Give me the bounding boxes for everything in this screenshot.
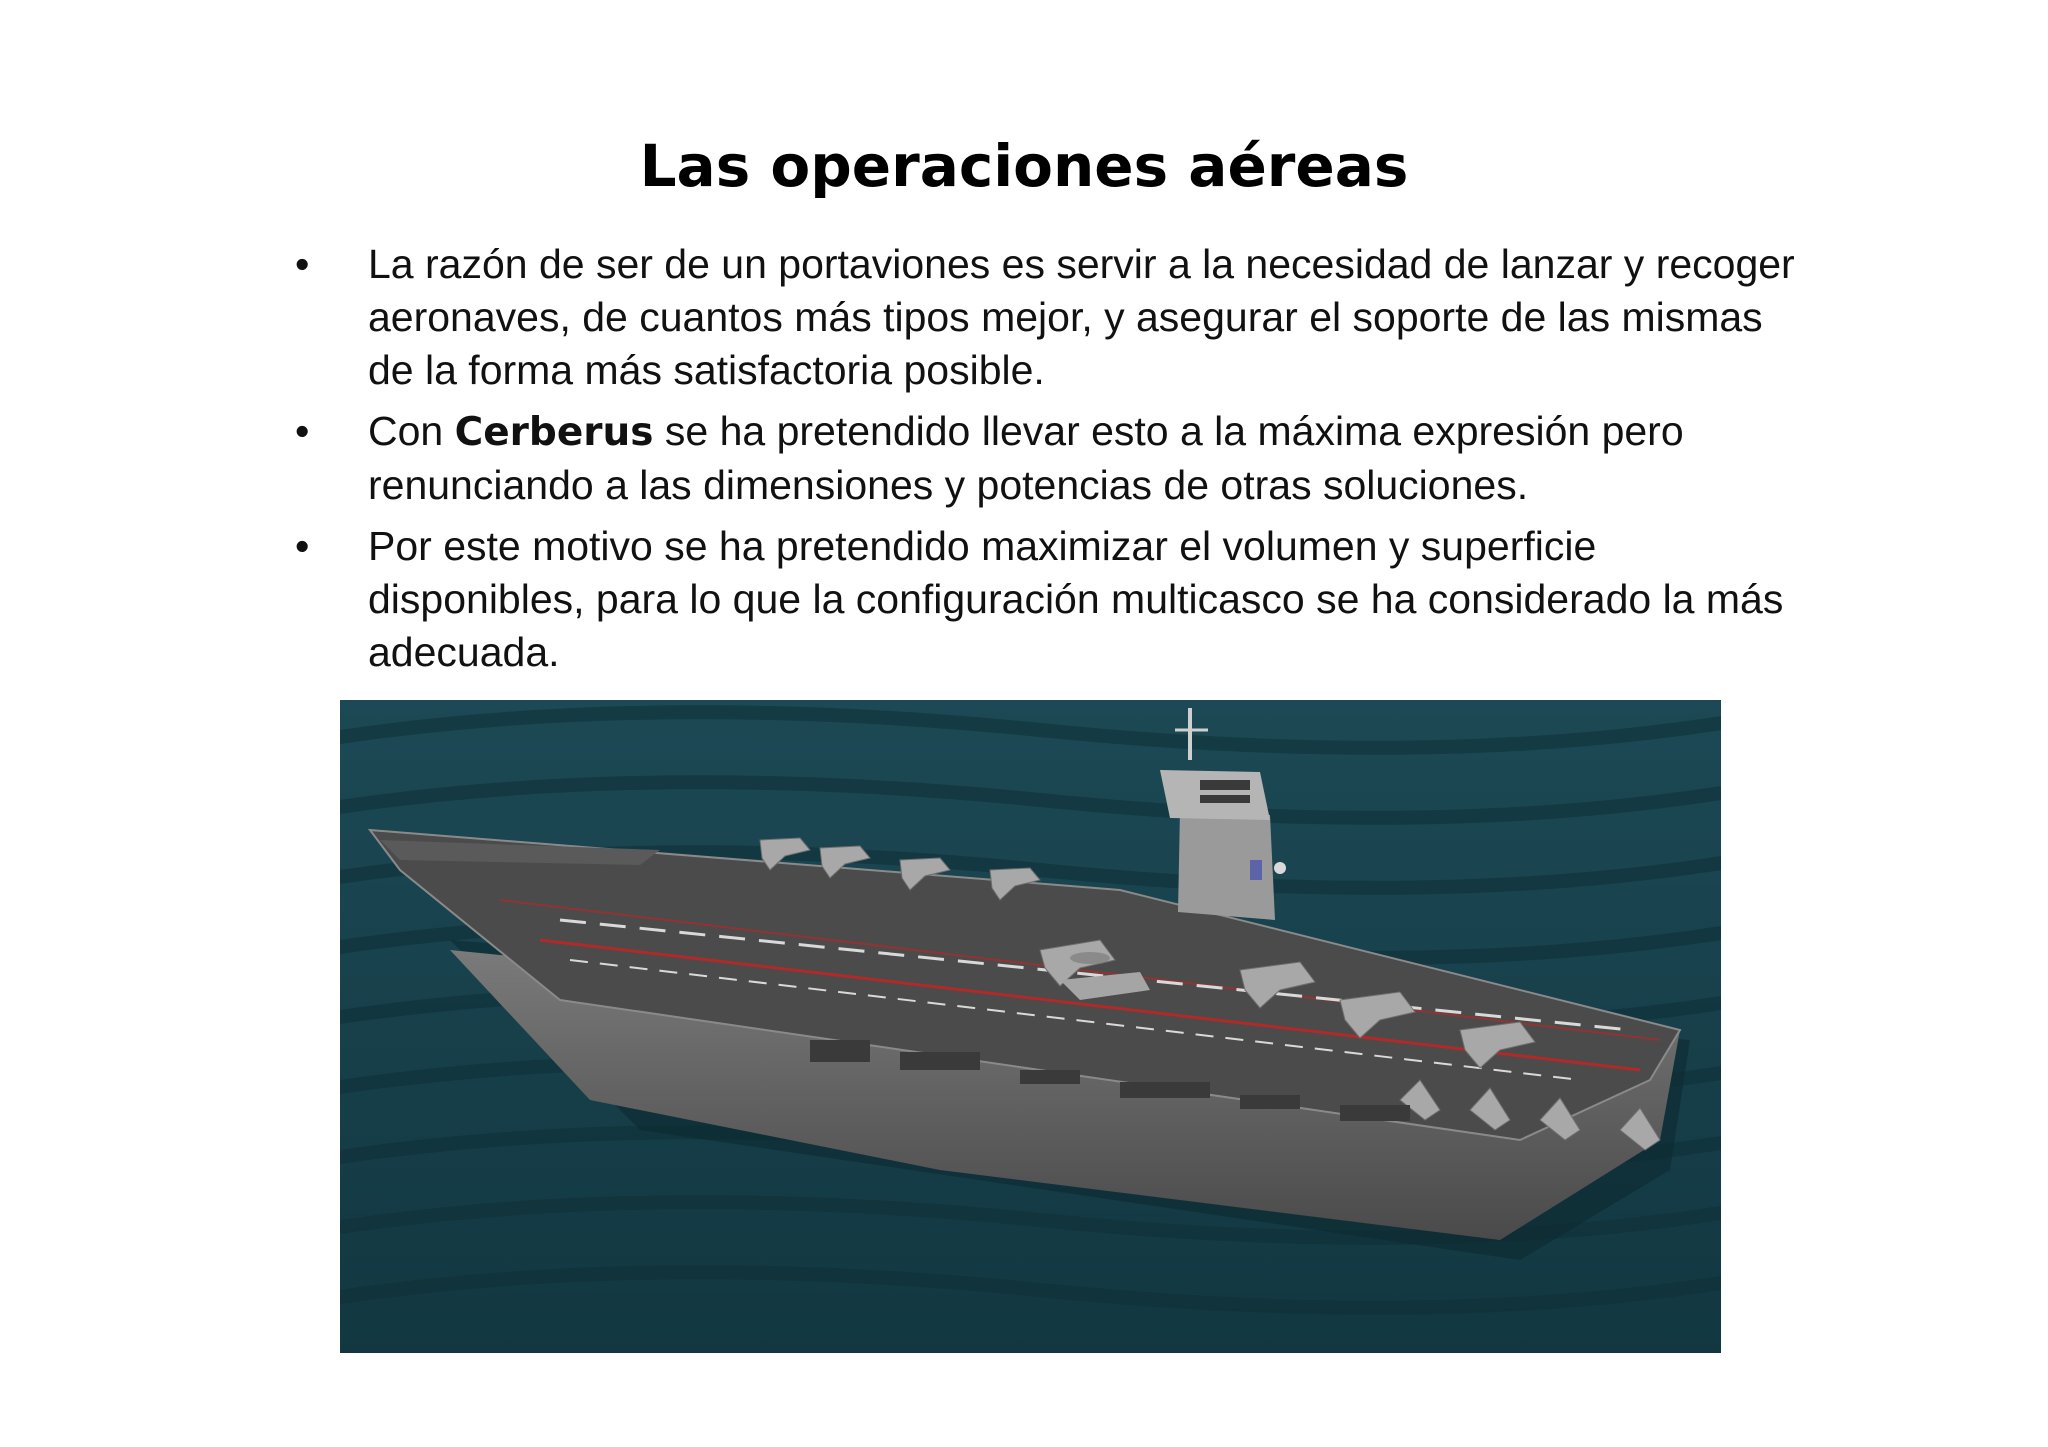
bullet-text: La razón de ser de un portaviones es servir a la necesidad de lanzar y recoger aeronaves, de cuantos más tipos mejor, y asegurar el soporte de las mismas de la forma más satisfactoria posible. (368, 241, 1795, 393)
bullet-text-before: Con (368, 408, 455, 454)
aircraft-carrier-illustration (340, 700, 1721, 1353)
bullet-item (295, 520, 1795, 679)
bullet-text: Por este motivo se ha pretendido maximizar el volumen y superficie disponibles, para lo que la configuración multicasco se ha considerado la más adecuada. (368, 523, 1784, 675)
bullet-text-strong: Cerberus (454, 410, 654, 455)
bullet-text-after: se ha pretendido llevar esto a la máxima expresión pero renunciando a las dimensiones y potencias de otras soluciones. (368, 408, 1684, 508)
bullet-marker: • (295, 241, 310, 287)
aircraft-carrier-render (340, 700, 1721, 1353)
slide-title: Las operaciones aéreas (639, 132, 1409, 200)
bullet-list (295, 238, 1795, 679)
bullet-item (295, 405, 1795, 512)
bullet-item (295, 238, 1795, 397)
bullet-marker: • (295, 408, 310, 454)
bullet-marker: • (295, 523, 310, 569)
